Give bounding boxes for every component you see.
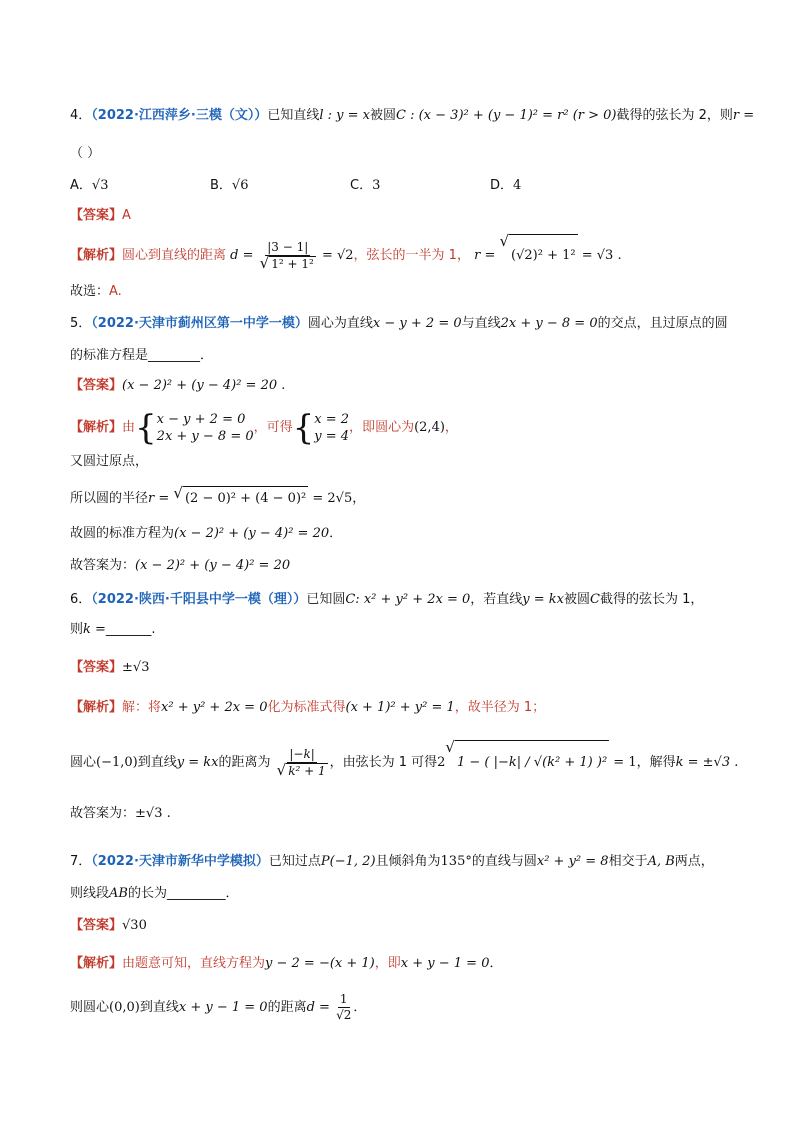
q5-std-end: ． [329,526,343,541]
q4-options [70,176,770,196]
q7-circle: x² + y² = 8 [536,854,609,869]
analysis-tag: 【解析】 [70,700,123,715]
q6-stem-end: _______. [105,622,156,637]
q7-seg: AB [109,886,128,901]
q6-a2-c: 的距离为 [218,755,271,770]
q5-get: ，可得 [253,420,293,435]
q4-distance-fraction [258,240,318,272]
sqrt-body: 1 − ( |−k| / √(k² + 1) )² [455,740,609,785]
q6-a2-line: y = kx [176,755,219,770]
q5-radius-text: 所以圆的半径 [70,491,149,506]
q6-circle: C: x² + y² + 2x = 0 [345,592,471,607]
q5-line-c: 又圆过原点， [70,454,149,469]
q6-stem-c: 被圆 [564,592,591,607]
q4-stem-c: 截得的弦长为 2，则 [616,108,733,123]
q5-radius-end: ， [352,491,366,506]
answer-tag: 【答案】 [70,378,123,393]
q5-number: 5． [70,316,92,331]
q4-option-b[interactable] [210,176,248,196]
fraction-numerator: |3 − 1| [267,239,309,254]
q4-answer-value: A [122,208,131,223]
q5-by: 由 [122,420,136,435]
q6-answer-value: ±√3 [122,660,150,675]
q7-a2-d: d = [306,1000,330,1015]
q4-source: （2022·江西萍乡·三模（文）） [91,108,268,123]
q7-a1-b: ，即 [374,956,401,971]
option-value: 4 [513,178,522,193]
q7-stem-a: 已知过点 [268,854,321,869]
q5-final-eq: (x − 2)² + (y − 4)² = 20 [135,558,291,573]
q4-analysis [70,234,622,277]
q7-stem-g: 的长为_________． [127,886,239,901]
q6-a2-b: 到直线 [137,755,177,770]
q5-stem-2: 的标准方程是________． [70,348,214,363]
q5-stem [70,314,728,334]
answer-tag: 【答案】 [70,660,123,675]
q6-stem-c2: C [590,592,600,607]
q6-distance-fraction [275,747,330,779]
sqrt-body: (2 − 0)² + (4 − 0)² [183,486,308,511]
q4-stem [70,106,754,126]
q7-a2: 则圆心 [70,1000,110,1015]
q7-a2-end: ． [353,1000,367,1015]
analysis-tag: 【解析】 [70,248,123,263]
q7-stem [70,852,714,872]
q6-final-value: ±√3 . [135,806,171,821]
q4-radius-sqrt: √ (√2)² + 1² [499,234,577,277]
sqrt: √ 1² + 1² [259,253,314,272]
q6-stem-e: 则 [70,622,84,637]
option-label: A． [70,178,92,193]
q7-answer-value: √30 [122,918,147,933]
q5-radius-rhs: = 2√5 [312,491,353,506]
analysis-tag: 【解析】 [70,956,123,971]
q6-stem [70,590,703,610]
q4-paren: （ ） [70,146,101,161]
q6-a1-eq2: (x + 1)² + y² = 1 [345,700,455,715]
q4-option-d[interactable] [490,176,521,196]
q4-d-rhs: = √2 [321,248,354,263]
solution-row: x = 2 [314,411,350,427]
q7-a2-b: 到直线 [139,1000,179,1015]
answer-tag: 【答案】 [70,918,123,933]
option-label: C． [350,178,373,193]
q7-ab: A, B [647,854,675,869]
q7-a1-eq2: x + y − 1 = 0 [400,956,490,971]
q7-stem-b: 且倾斜角为 [375,854,441,869]
q6-stem-b: ，若直线 [470,592,523,607]
q4-line-expr: l : y = x [319,108,370,123]
q5-stem-a: 圆心为直线 [307,316,373,331]
q6-a2-res: k = ±√3 . [675,755,739,770]
q5-stem-b: 与直线 [461,316,501,331]
q4-circle-expr: C : (x − 3)² + (y − 1)² = r² (r > 0) [396,108,617,123]
option-value: √6 [231,178,249,193]
q6-eq-right: = 1 [613,755,637,770]
option-label: D． [490,178,514,193]
sqrt-body: 1² + 1² [271,256,314,271]
q4-analysis-a: 圆心到直线的距离 [122,248,227,263]
q7-a2-line: x + y − 1 = 0 [178,1000,268,1015]
q5-solution-brace: { x = 2 y = 4 [292,407,350,448]
q7-stem-c: 的直线与圆 [471,854,537,869]
q5-radius [70,486,365,511]
q5-analysis [70,408,458,448]
q5-system-brace: { x − y + 2 = 0 2x + y − 8 = 0 [135,407,254,448]
option-value: 3 [372,178,381,193]
q6-final [70,804,171,824]
sqrt-body: k² + 1 [288,763,326,778]
q6-stem-d: 截得的弦长为 1， [599,592,704,607]
q5-center-end: ， [444,420,458,435]
q6-stem-a: 已知圆 [306,592,346,607]
q4-analysis-b: ，弦长的一半为 1， [353,248,470,263]
q4-r-rhs: = √3 . [581,248,622,263]
q7-a1-eq: y − 2 = −(x + 1) [265,956,375,971]
q6-a2-center: (−1,0) [96,755,138,770]
q4-answer [70,206,131,226]
q6-stem-2 [70,620,156,640]
q7-source: （2022·天津市新华中学模拟） [91,854,269,869]
q6-final-text: 故答案为： [70,806,136,821]
q6-a1-eq: x² + y² + 2x = 0 [161,700,268,715]
option-value: √3 [91,178,109,193]
q7-stem-2 [70,884,238,904]
q7-stem-f: 则线段 [70,886,110,901]
q6-a1-b: 化为标准式得 [267,700,346,715]
q4-stem-a: 已知直线 [267,108,320,123]
q4-stem-b: 被圆 [370,108,397,123]
q5-line1: x − y + 2 = 0 [372,316,462,331]
q6-a2-d: ，由弦长为 1 可得 [329,755,438,770]
q7-distance-fraction [334,992,353,1023]
analysis-tag: 【解析】 [70,420,123,435]
q6-a2-e: ，解得 [636,755,676,770]
sqrt: √ k² + 1 [276,760,326,779]
q4-conclusion [70,282,122,302]
q6-line: y = kx [522,592,564,607]
q7-answer [70,916,147,936]
q4-d-lhs: d = [230,248,254,263]
q5-final [70,556,290,576]
q6-a2-a: 圆心 [70,755,97,770]
q5-center: (2,4) [414,420,445,435]
q6-a1-c: ，故半径为 1； [454,700,546,715]
q5-answer-value: (x − 2)² + (y − 4)² = 20 . [122,378,286,393]
q5-radius-sqrt: √ (2 − 0)² + (4 − 0)² [173,486,308,511]
q5-answer [70,376,285,396]
q5-std-text: 故圆的标准方程为 [70,526,175,541]
q7-a2-c: 的距离 [267,1000,307,1015]
solution-row: y = 4 [314,428,350,444]
q7-a1: 由题意可知，直线方程为 [122,956,266,971]
q5-source: （2022·天津市蓟州区第一中学一模） [91,316,308,331]
q6-analysis-1 [70,698,545,718]
q6-source: （2022·陕西·千阳县中学一模（理）） [91,592,307,607]
q4-number: 4． [70,108,92,123]
q5-radius-lhs: r = [148,491,170,506]
q4-conclusion-value: A. [109,284,122,299]
q6-analysis-2 [70,740,738,785]
q6-eq-left: 2 [437,755,446,770]
q6-answer [70,658,149,678]
q4-option-c[interactable] [350,176,380,196]
q7-a1-end: ． [489,956,503,971]
q7-angle: 135° [440,854,472,869]
q7-stem-d: 相交于 [608,854,648,869]
q7-analysis-2 [70,988,366,1028]
system-row: x − y + 2 = 0 [156,411,246,427]
option-label: B． [210,178,232,193]
q7-number: 7． [70,854,92,869]
q4-option-a[interactable] [70,176,108,196]
q7-analysis-1 [70,954,503,974]
q7-a2-center: (0,0) [109,1000,140,1015]
q6-number: 6． [70,592,92,607]
q7-stem-e: 两点， [674,854,714,869]
sqrt-body: (√2)² + 1² [509,234,578,277]
q6-chord-sqrt: √ 1 − ( |−k| / √(k² + 1) )² [445,740,609,785]
fraction-denominator: √2 [336,1008,352,1022]
fraction-numerator: 1 [339,992,348,1006]
fraction-numerator: |−k| [289,746,315,761]
q4-r-lhs: r = [474,248,496,263]
q5-center-text: ，即圆心为 [349,420,415,435]
q5-standard [70,524,342,544]
q7-point: P(−1, 2) [320,854,376,869]
system-row: 2x + y − 8 = 0 [156,428,254,444]
q5-stem-c: 的交点，且过原点的圆 [597,316,728,331]
answer-tag: 【答案】 [70,208,123,223]
q6-a1: 解：将 [122,700,162,715]
q6-stem-var: k = [83,622,106,637]
q4-stem-var: r = [732,108,755,123]
q5-line2: 2x + y − 8 = 0 [500,316,598,331]
q5-std-eq: (x − 2)² + (y − 4)² = 20 [174,526,330,541]
conclusion-tag: 故选： [70,284,110,299]
q5-final-text: 故答案为： [70,558,136,573]
